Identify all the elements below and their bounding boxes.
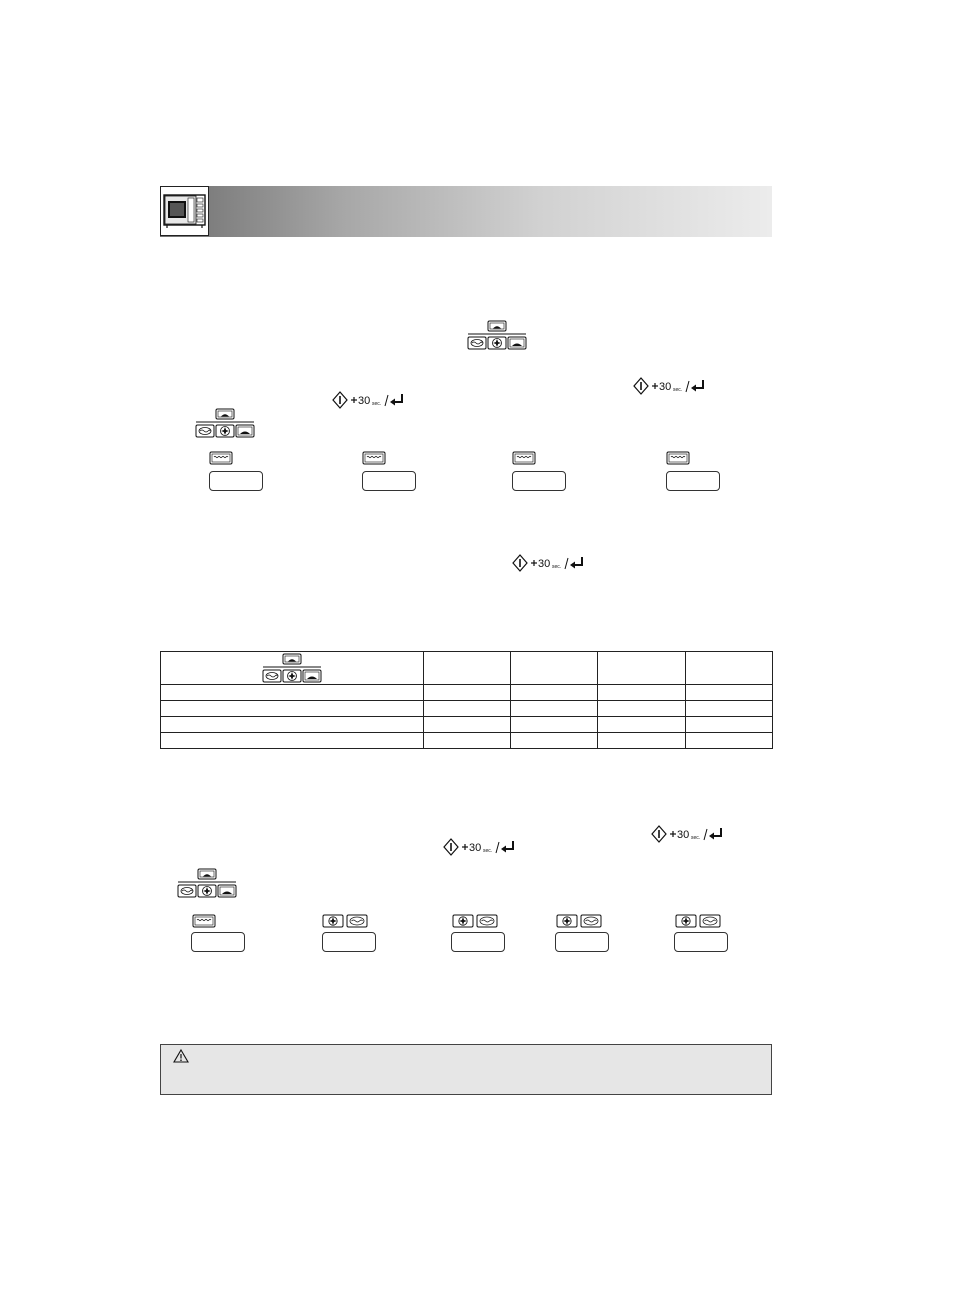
- start-plus-30sec-enter-key-icon: [633, 377, 705, 395]
- display-panel: [666, 471, 720, 491]
- table-header-cell: [598, 652, 686, 685]
- display-panel: [209, 471, 263, 491]
- oven-function-key-icon: [467, 320, 527, 350]
- table-cell: [161, 733, 424, 749]
- table-cell: [511, 685, 598, 701]
- microwave-waves-icon: [666, 451, 690, 465]
- table-cell: [686, 685, 773, 701]
- start-plus-30sec-enter-key-icon: [651, 825, 723, 843]
- caution-note-box: [160, 1044, 772, 1095]
- table-cell: [424, 685, 511, 701]
- header-icon-frame: [160, 186, 209, 236]
- table-header-cell: [424, 652, 511, 685]
- table-cell: [511, 717, 598, 733]
- display-panel: [362, 471, 416, 491]
- settings-table: [160, 651, 773, 749]
- table-cell: [686, 733, 773, 749]
- display-panel: [674, 932, 728, 952]
- table-cell: [161, 685, 424, 701]
- section-header-bar: [160, 186, 772, 237]
- table-cell: [686, 701, 773, 717]
- display-panel: [512, 471, 566, 491]
- oven-function-key-icon: [195, 408, 255, 438]
- table-cell: [161, 701, 424, 717]
- microwave-oven-icon: [161, 187, 208, 235]
- oven-function-key-icon: [262, 653, 322, 683]
- table-row: [161, 733, 773, 749]
- start-plus-30sec-enter-key-icon: [332, 391, 404, 409]
- convection-fan-icon: [322, 914, 368, 928]
- display-panel: [322, 932, 376, 952]
- table-cell: [686, 717, 773, 733]
- table-cell: [598, 733, 686, 749]
- oven-function-key-icon: [177, 868, 237, 898]
- microwave-waves-icon: [209, 451, 233, 465]
- table-cell: [598, 717, 686, 733]
- table-row: [161, 717, 773, 733]
- table-header-row: [161, 652, 773, 685]
- table-cell: [424, 717, 511, 733]
- table-cell: [598, 701, 686, 717]
- microwave-waves-icon: [512, 451, 536, 465]
- warning-triangle-icon: [173, 1049, 189, 1063]
- table-header-cell: [161, 652, 424, 685]
- convection-fan-icon: [452, 914, 498, 928]
- convection-fan-icon: [675, 914, 721, 928]
- table-cell: [161, 717, 424, 733]
- table-cell: [511, 701, 598, 717]
- table-cell: [424, 701, 511, 717]
- microwave-waves-icon: [362, 451, 386, 465]
- display-panel: [191, 932, 245, 952]
- table-cell: [598, 685, 686, 701]
- microwave-waves-icon: [192, 914, 216, 928]
- table-row: [161, 701, 773, 717]
- table-header-cell: [686, 652, 773, 685]
- start-plus-30sec-enter-key-icon: [512, 554, 584, 572]
- table-header-cell: [511, 652, 598, 685]
- table-row: [161, 685, 773, 701]
- display-panel: [555, 932, 609, 952]
- start-plus-30sec-enter-key-icon: [443, 838, 515, 856]
- convection-fan-icon: [556, 914, 602, 928]
- display-panel: [451, 932, 505, 952]
- table-cell: [511, 733, 598, 749]
- table-cell: [424, 733, 511, 749]
